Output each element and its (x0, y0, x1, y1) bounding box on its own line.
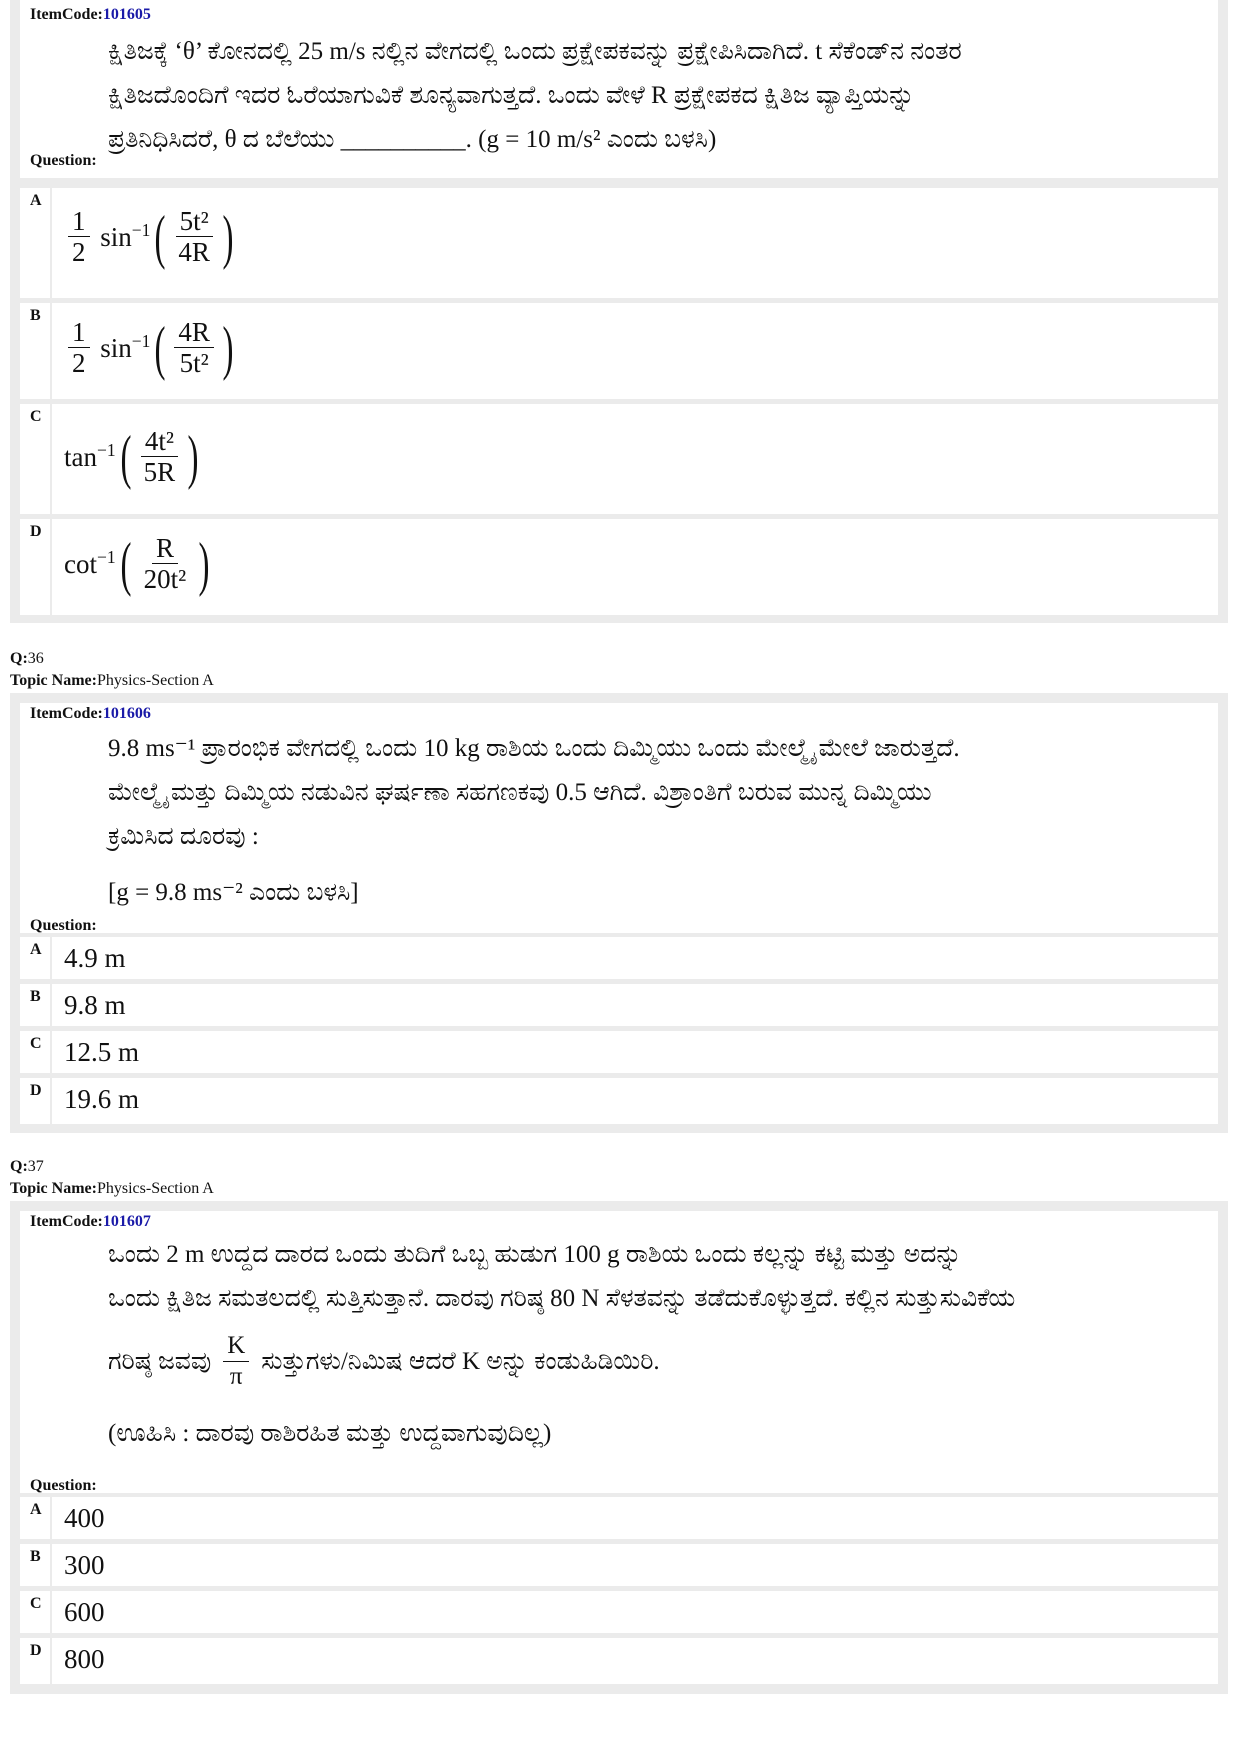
option-a[interactable] (20, 188, 1218, 298)
option-divider (50, 519, 52, 615)
question-36-block (10, 693, 1228, 1133)
option-letter: A (30, 1501, 42, 1518)
option-letter: B (30, 307, 41, 324)
question-35-block (10, 0, 1228, 623)
option-text: 300 (64, 1550, 105, 1580)
option-divider (50, 404, 52, 514)
question-label: Question: (30, 152, 97, 169)
option-divider (50, 1638, 52, 1684)
option-formula: $\frac{1}{2}$ $\sin^{-1}$ ( $\frac{4R}{\text{5t²}}$ ) (64, 317, 238, 378)
option-divider (50, 1544, 52, 1586)
option-b[interactable] (20, 984, 1218, 1026)
question-line: ಗರಿಷ್ಠ ಜವವು $\frac{K}{\pi}$ ಸುತ್ತುಗಳು/ನಿಮಿಷ ಆದರೆ K ಅನ್ನು ಕಂಡುಹಿಡಿಯಿರಿ. (108, 1332, 660, 1390)
option-d[interactable] (20, 1638, 1218, 1684)
option-letter: A (30, 192, 42, 209)
option-text: 12.5 m (64, 1037, 140, 1067)
question-line: (ಊಹಿಸಿ : ದಾರವು ರಾಶಿರಹಿತ ಮತ್ತು ಉದ್ದವಾಗುವುದಿಲ್ಲ) (108, 1420, 552, 1447)
option-formula: $\cot^{-1}$ ( $\frac{R}{\text{20t²}}$ ) (64, 530, 210, 597)
question-label: Question: (30, 917, 97, 934)
question-line: ಒಂದು ಕ್ಷಿತಿಜ ಸಮತಲದಲ್ಲಿ ಸುತ್ತಿಸುತ್ತಾನೆ. ದಾರವು ಗರಿಷ್ಠ 80 N ಸೆಳತವನ್ನು ತಡೆದುಕೊಳ್ಳುತ್ತದೆ. ಕಲ್ಲಿನ ಸುತ್ತುಸುವಿಕೆಯ (108, 1285, 1016, 1312)
item-code: ItemCode:101605 (30, 6, 151, 23)
option-c[interactable] (20, 1591, 1218, 1633)
item-code: ItemCode:101607 (30, 1213, 151, 1230)
formula-numerator: 4R (174, 317, 214, 348)
formula-denominator: 5t² (179, 348, 209, 378)
option-letter: B (30, 1548, 41, 1565)
option-formula: $\tan^{-1}$ ( $\frac{\text{4t²}}{5R}$ ) (64, 423, 199, 490)
item-code-value: 101605 (102, 6, 151, 23)
formula-denominator: 5R (143, 457, 176, 487)
option-divider (50, 303, 52, 399)
item-code-value: 101607 (102, 1213, 151, 1230)
option-text: 400 (64, 1503, 105, 1533)
option-divider (50, 1078, 52, 1124)
formula-denominator: 4R (178, 237, 210, 267)
option-d[interactable] (20, 519, 1218, 615)
question-line: ಮೇಲ್ಮೈ ಮತ್ತು ದಿಮ್ಮಿಯ ನಡುವಿನ ಘರ್ಷಣಾ ಸಹಗಣಕವು 0.5 ಆಗಿದೆ. ವಿಶ್ರಾಂತಿಗೆ ಬರುವ ಮುನ್ನ ದಿಮ್ಮಿಯು (108, 779, 932, 806)
option-c[interactable] (20, 404, 1218, 514)
option-d[interactable] (20, 1078, 1218, 1124)
k-over-pi-fraction: $\frac{K}{\pi}$ (223, 1331, 249, 1392)
formula-denominator: 20t² (143, 564, 187, 594)
option-a[interactable] (20, 937, 1218, 979)
option-letter: C (30, 1595, 42, 1612)
question-37-block (10, 1201, 1228, 1694)
option-letter: C (30, 408, 42, 425)
option-letter: B (30, 988, 41, 1005)
formula-numerator: 5t² (176, 206, 213, 237)
option-divider (50, 984, 52, 1026)
option-a[interactable] (20, 1497, 1218, 1539)
item-code: ItemCode:101606 (30, 705, 151, 722)
option-letter: D (30, 1642, 42, 1659)
option-letter: C (30, 1035, 42, 1052)
option-b[interactable] (20, 303, 1218, 399)
option-divider (50, 1497, 52, 1539)
option-c[interactable] (20, 1031, 1218, 1073)
formula-numerator: 4t² (141, 426, 178, 457)
option-text: 19.6 m (64, 1084, 140, 1114)
question-line: ಕ್ಷಿತಿಜಕ್ಕೆ ‘θ’ ಕೋನದಲ್ಲಿ 25 m/s ನಲ್ಲಿನ ವೇಗದಲ್ಲಿ ಒಂದು ಪ್ರಕ್ಷೇಪಕವನ್ನು ಪ್ರಕ್ಷೇಪಿಸಿದಾಗಿದೆ. t ಸೆಕೆಂಡ್‌ನ ನಂತರ (108, 38, 962, 65)
option-text: 800 (64, 1644, 105, 1674)
option-b[interactable] (20, 1544, 1218, 1586)
option-letter: A (30, 941, 42, 958)
question-line: [g = 9.8 ms⁻² ಎಂದು ಬಳಸಿ] (108, 879, 359, 906)
question-line: ಪ್ರತಿನಿಧಿಸಿದರೆ, θ ದ ಬೆಲೆಯು __________. (g = 10 m/s² ಎಂದು ಬಳಸಿ) (108, 126, 717, 153)
option-divider (50, 1031, 52, 1073)
item-code-value: 101606 (102, 705, 151, 722)
option-text: 9.8 m (64, 990, 126, 1020)
question-line: 9.8 ms⁻¹ ಪ್ರಾರಂಭಿಕ ವೇಗದಲ್ಲಿ ಒಂದು 10 kg ರಾಶಿಯ ಒಂದು ದಿಮ್ಮಿಯು ಒಂದು ಮೇಲ್ಮೈ ಮೇಲೆ ಜಾರುತ್ತದೆ. (108, 735, 960, 762)
topic-name: Topic Name:Physics-Section A (10, 672, 214, 689)
question-37-stem (20, 1211, 1218, 1493)
option-text: 600 (64, 1597, 105, 1627)
question-line: ಕ್ರಮಿಸಿದ ದೂರವು : (108, 823, 259, 850)
question-36-stem (20, 703, 1218, 933)
question-line: ಕ್ಷಿತಿಜದೊಂದಿಗೆ ಇದರ ಓರೆಯಾಗುವಿಕೆ ಶೂನ್ಯವಾಗುತ್ತದೆ. ಒಂದು ವೇಳೆ R ಪ್ರಕ್ಷೇಪಕದ ಕ್ಷಿತಿಜ ವ್ಯಾಪ್ತಿಯನ್ನು (108, 82, 915, 109)
option-text: 4.9 m (64, 943, 126, 973)
question-line: ಒಂದು 2 m ಉದ್ದದ ದಾರದ ಒಂದು ತುದಿಗೆ ಒಬ್ಬ ಹುಡುಗ 100 g ರಾಶಿಯ ಒಂದು ಕಲ್ಲನ್ನು ಕಟ್ಟಿ ಮತ್ತು ಅದನ್ನು (108, 1241, 962, 1268)
option-letter: D (30, 523, 42, 540)
question-number: Q:36 (10, 650, 44, 667)
question-text (108, 727, 1204, 915)
question-text (108, 30, 1204, 162)
question-number: Q:37 (10, 1158, 44, 1175)
question-label: Question: (30, 1477, 97, 1494)
option-letter: D (30, 1082, 42, 1099)
option-divider (50, 937, 52, 979)
option-divider (50, 1591, 52, 1633)
topic-name: Topic Name:Physics-Section A (10, 1180, 214, 1197)
option-formula: $\frac{1}{2}$ $\sin^{-1}$ ( $\frac{\text{5t²}}{4R}$ ) (64, 206, 238, 267)
question-text (108, 1233, 1204, 1456)
question-35-stem (20, 0, 1218, 178)
option-divider (50, 188, 52, 298)
formula-numerator: R (152, 533, 178, 564)
